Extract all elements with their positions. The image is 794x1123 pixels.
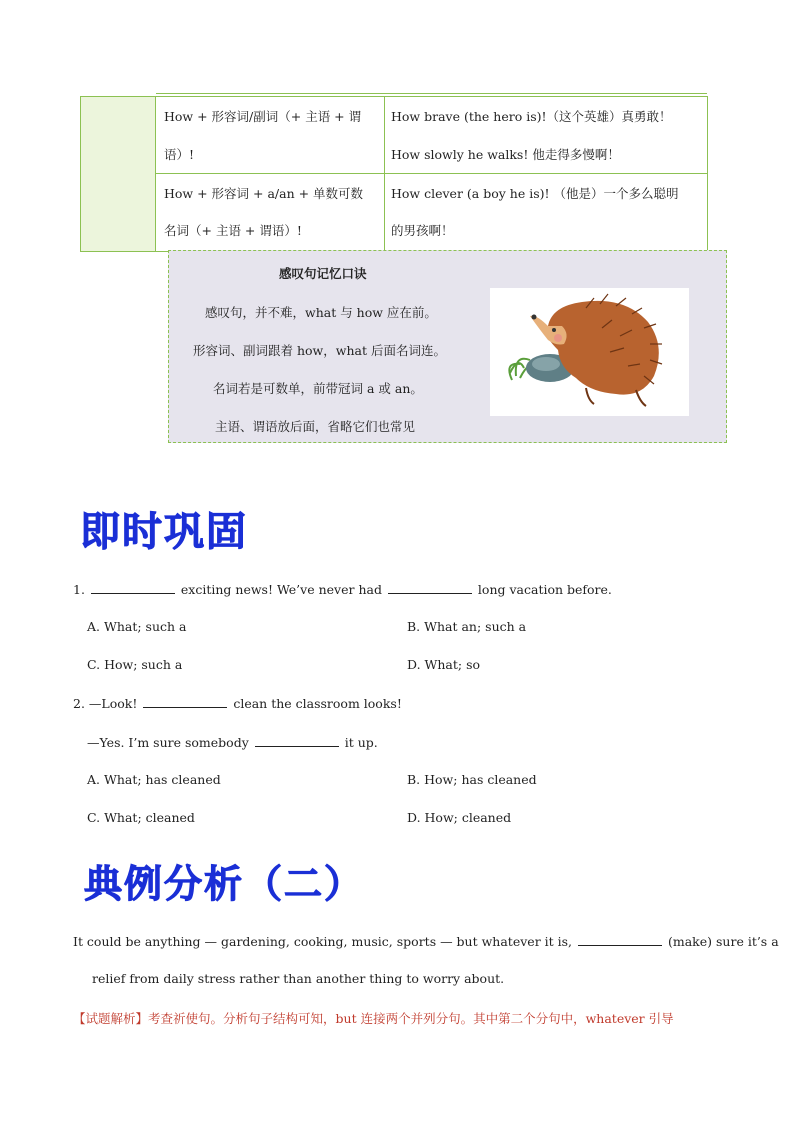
analysis-text-2: 连接两个并列分句。其中第二个分句中， bbox=[356, 1011, 586, 1026]
q2-option-a[interactable]: A. What; has cleaned bbox=[87, 772, 221, 787]
table-top-rule bbox=[156, 93, 707, 94]
row1-example-line1: How brave (the hero is)!（这个英雄）真勇敢！ bbox=[391, 109, 672, 124]
section-heading-example-analysis: 典例分析（二） bbox=[84, 862, 365, 906]
q2-text-part1: clean the classroom looks! bbox=[233, 696, 402, 711]
q1-text-part2: long vacation before. bbox=[477, 582, 612, 597]
q1-blank-1[interactable] bbox=[91, 581, 175, 594]
row2-rule-line2: 名词（+ 主语 + 谓语）! bbox=[164, 223, 302, 238]
analysis-but: but bbox=[335, 1011, 357, 1026]
question-1 bbox=[73, 581, 612, 597]
memory-rhyme-title: 感叹句记忆口诀 bbox=[279, 266, 367, 281]
memory-line-2: 形容词、副词跟着 how，what 后面名词连。 bbox=[193, 343, 446, 358]
memory-line-3: 名词若是可数单，前带冠词 a 或 an。 bbox=[213, 381, 423, 396]
grammar-table bbox=[80, 96, 708, 252]
memory-rhyme-box bbox=[168, 250, 727, 443]
analysis-text-3: 引导 bbox=[644, 1011, 674, 1026]
row2-rule-line1: How + 形容词 + a/an + 单数可数 bbox=[164, 186, 364, 201]
q1-option-d[interactable]: D. What; so bbox=[407, 657, 481, 672]
row2-example-line1: How clever (a boy he is)! （他是）一个多么聪明 bbox=[391, 186, 679, 201]
section-heading-practice: 即时巩固 bbox=[80, 509, 248, 555]
table-side-cell bbox=[81, 97, 156, 251]
analysis-whatever: whatever bbox=[585, 1011, 645, 1026]
row1-rule-line1: How + 形容词/副词（+ 主语 + 谓 bbox=[164, 109, 362, 124]
analysis-paragraph bbox=[73, 1009, 674, 1027]
hedgehog-illustration-icon bbox=[490, 288, 689, 416]
row1-example-line2: How slowly he walks! 他走得多慢啊！ bbox=[391, 147, 620, 162]
q1-blank-2[interactable] bbox=[388, 581, 472, 594]
memory-line-4: 主语、谓语放后面，省略它们也常见 bbox=[215, 419, 416, 434]
q2-line2-a: —Yes. I’m sure somebody bbox=[87, 735, 249, 750]
example-line-2: relief from daily stress rather than another thing to worry about. bbox=[92, 971, 505, 986]
q2-blank-2[interactable] bbox=[255, 734, 339, 747]
question-2 bbox=[73, 695, 402, 711]
row2-example-line2: 的男孩啊！ bbox=[391, 223, 454, 238]
example-blank[interactable] bbox=[578, 933, 662, 946]
example-line-1 bbox=[73, 933, 779, 949]
analysis-text-1: 考查祈使句。分析句子结构可知， bbox=[148, 1011, 336, 1026]
example-line1-a: It could be anything — gardening, cooking, music, sports — but whatever it is, bbox=[73, 934, 573, 949]
q2-line2-b: it up. bbox=[344, 735, 378, 750]
q2-blank-1[interactable] bbox=[143, 695, 227, 708]
row1-rule-line2: 语）! bbox=[164, 147, 195, 162]
example-line1-b: (make) sure it’s a bbox=[668, 934, 779, 949]
q1-option-a[interactable]: A. What; such a bbox=[87, 619, 187, 634]
q2-number: 2. —Look! bbox=[73, 696, 138, 711]
memory-line-1: 感叹句，并不难，what 与 how 应在前。 bbox=[205, 305, 437, 320]
q1-option-c[interactable]: C. How; such a bbox=[87, 657, 183, 672]
q1-number: 1. bbox=[73, 582, 85, 597]
table-col-divider bbox=[384, 97, 385, 251]
q1-text-part1: exciting news! We’ve never had bbox=[180, 582, 382, 597]
question-2-line-2 bbox=[87, 734, 378, 750]
q2-option-c[interactable]: C. What; cleaned bbox=[87, 810, 195, 825]
q2-option-b[interactable]: B. How; has cleaned bbox=[407, 772, 537, 787]
analysis-label: 【试题解析】 bbox=[73, 1011, 149, 1026]
q1-option-b[interactable]: B. What an; such a bbox=[407, 619, 527, 634]
q2-option-d[interactable]: D. How; cleaned bbox=[407, 810, 512, 825]
